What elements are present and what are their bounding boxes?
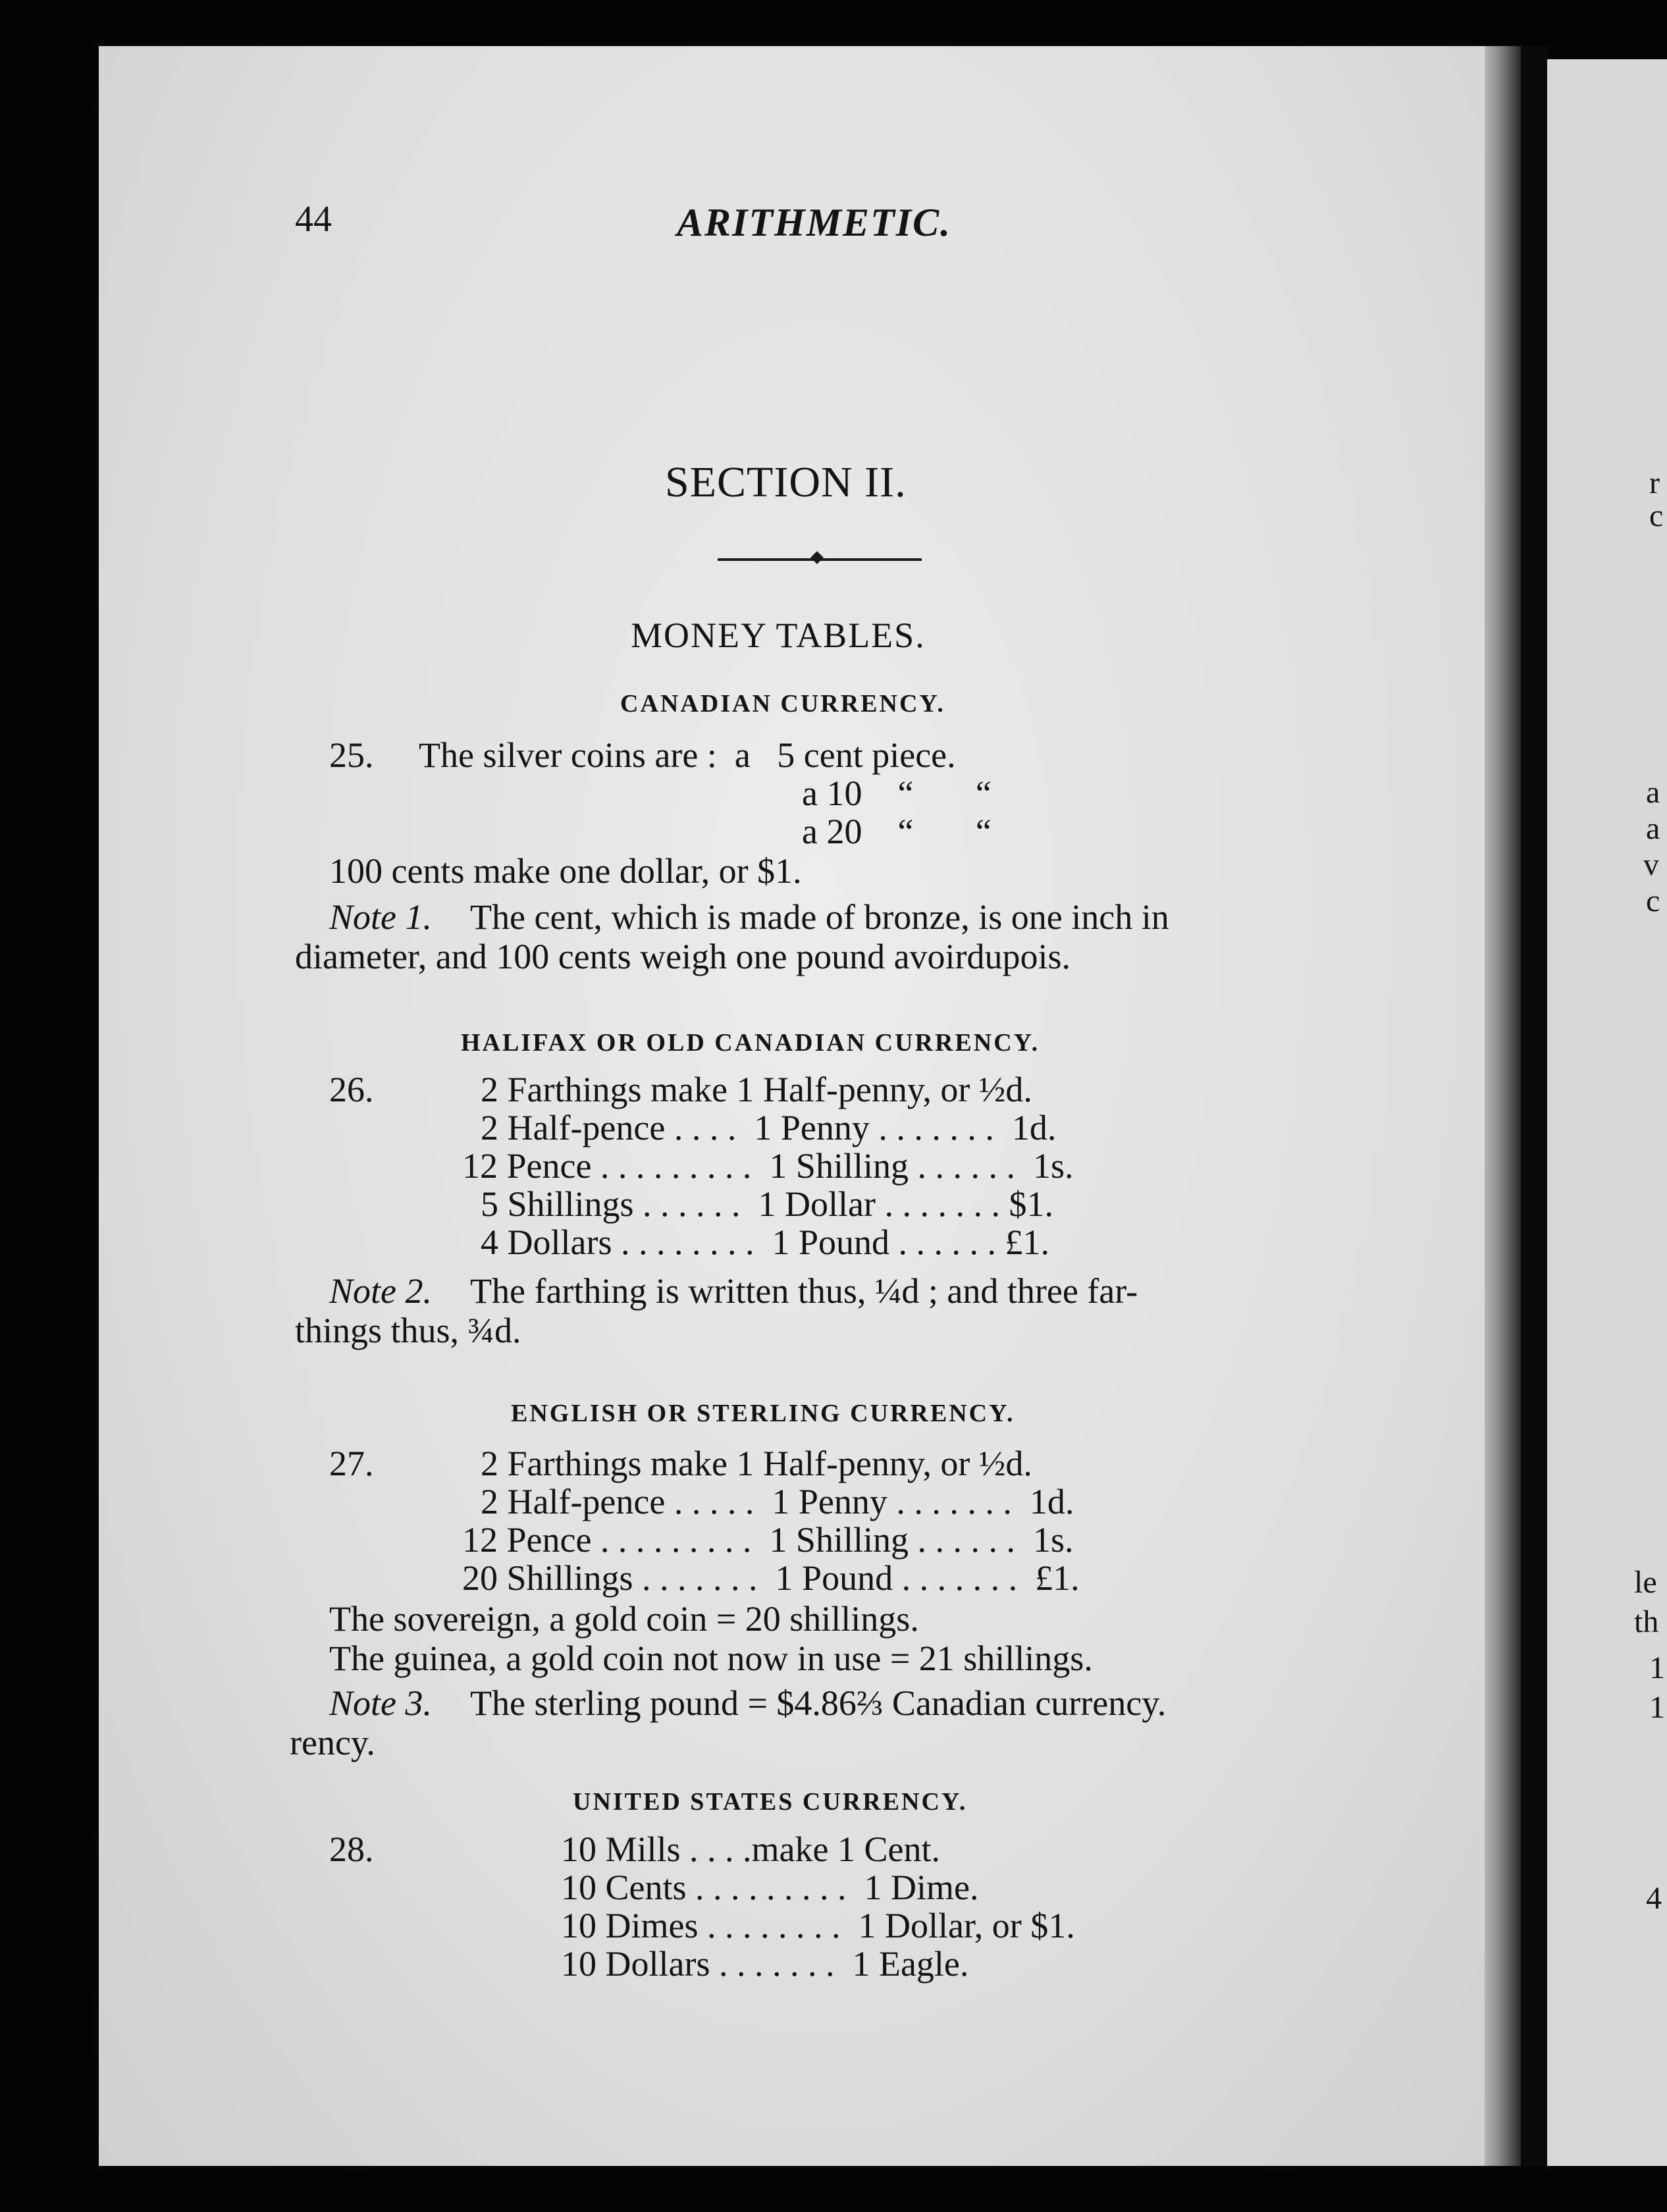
- facing-fragment: 4: [1646, 1881, 1662, 1916]
- facing-fragment: r: [1649, 465, 1660, 500]
- note-label: Note 3.: [329, 1683, 432, 1723]
- table-row: 12 Pence . . . . . . . . . 1 Shilling . . . . . . 1s.: [462, 1146, 1074, 1186]
- facing-fragment: a: [1646, 811, 1660, 846]
- table-row: 2 Half-pence . . . . . 1 Penny . . . . . . . 1d.: [481, 1482, 1074, 1521]
- us-heading: UNITED STATES CURRENCY.: [573, 1788, 968, 1816]
- facing-fragment: 1: [1649, 1650, 1665, 1685]
- item-number-27: 27.: [329, 1444, 374, 1483]
- english-heading: ENGLISH OR STERLING CURRENCY.: [511, 1400, 1015, 1427]
- table-row: 4 Dollars . . . . . . . . 1 Pound . . . . . . £1.: [481, 1223, 1049, 1262]
- table-row: 5 Shillings . . . . . . 1 Dollar . . . . . . . $1.: [481, 1184, 1054, 1224]
- facing-fragment: c: [1646, 883, 1660, 918]
- note-text: things thus, ¾d.: [295, 1311, 521, 1350]
- item-number-26: 26.: [329, 1070, 374, 1109]
- table-row: 2 Half-pence . . . . 1 Penny . . . . . . . 1d.: [481, 1108, 1057, 1147]
- english-line: The sovereign, a gold coin = 20 shillings.: [329, 1599, 919, 1639]
- note-text: The cent, which is made of bronze, is one inch in: [453, 897, 1169, 937]
- canadian-line: a 20 “ “: [802, 812, 992, 851]
- table-row: 2 Farthings make 1 Half-penny, or ½d.: [481, 1070, 1032, 1109]
- page-number: 44: [295, 199, 332, 240]
- facing-fragment: a: [1646, 775, 1660, 810]
- table-row: 20 Shillings . . . . . . . 1 Pound . . . . . . . £1.: [462, 1558, 1080, 1598]
- note-label: Note 2.: [329, 1271, 432, 1311]
- table-row: 10 Dollars . . . . . . . 1 Eagle.: [561, 1944, 969, 1984]
- halifax-heading: HALIFAX OR OLD CANADIAN CURRENCY.: [461, 1029, 1040, 1057]
- facing-fragment: c: [1649, 498, 1664, 533]
- table-row: 10 Mills . . . .make 1 Cent.: [561, 1830, 940, 1869]
- facing-fragment: le: [1634, 1565, 1657, 1600]
- facing-fragment: th: [1634, 1604, 1659, 1639]
- canadian-heading: CANADIAN CURRENCY.: [620, 690, 945, 718]
- item-number-28: 28.: [329, 1830, 374, 1869]
- table-row: 2 Farthings make 1 Half-penny, or ½d.: [481, 1444, 1032, 1483]
- english-line: The guinea, a gold coin not now in use = 21 shillings.: [329, 1639, 1093, 1678]
- section-title: SECTION II.: [665, 458, 907, 506]
- table-row: 10 Dimes . . . . . . . . 1 Dollar, or $1.: [561, 1906, 1075, 1945]
- note-text: The sterling pound = $4.86⅔ Canadian currency.: [453, 1683, 1167, 1723]
- book-gutter: [1521, 46, 1547, 2166]
- note-text: rency.: [290, 1723, 375, 1762]
- running-title: ARITHMETIC.: [677, 201, 952, 244]
- page-edge: [1485, 46, 1521, 2166]
- note-text: The farthing is written thus, ¼d ; and three far-: [453, 1271, 1138, 1311]
- canadian-line: a 10 “ “: [802, 774, 992, 813]
- canadian-line: The silver coins are : a 5 cent piece.: [419, 735, 956, 775]
- note-text: diameter, and 100 cents weigh one pound avoirdupois.: [295, 937, 1071, 976]
- item-number-25: 25.: [329, 735, 374, 775]
- main-heading: MONEY TABLES.: [631, 616, 926, 655]
- facing-fragment: 1: [1649, 1690, 1665, 1725]
- facing-fragment: v: [1643, 847, 1659, 882]
- note-label: Note 1.: [329, 897, 432, 937]
- canadian-line: 100 cents make one dollar, or $1.: [329, 851, 802, 891]
- table-row: 12 Pence . . . . . . . . . 1 Shilling . . . . . . 1s.: [462, 1520, 1074, 1560]
- facing-page: [1547, 59, 1667, 2166]
- table-row: 10 Cents . . . . . . . . . 1 Dime.: [561, 1868, 979, 1907]
